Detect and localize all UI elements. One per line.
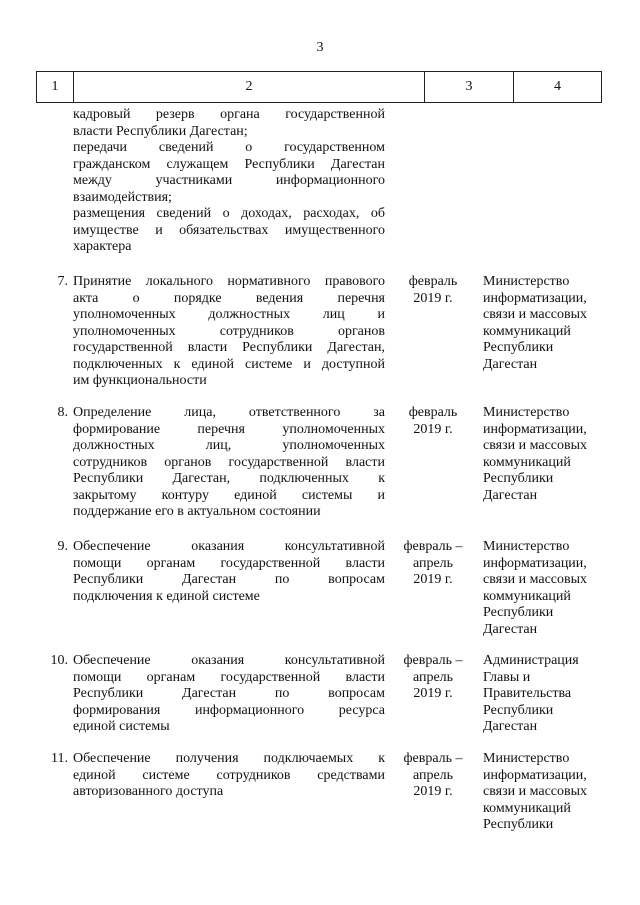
row-number: 10. — [50, 653, 68, 668]
date-line: апрель — [412, 555, 454, 571]
text-line: Республики Дагестан, подключенных к — [73, 471, 385, 486]
date-line: апрель — [412, 767, 454, 783]
executor-line: Республики — [483, 817, 554, 832]
row-date — [393, 405, 473, 438]
date-line: февраль – — [403, 539, 463, 554]
continuation-text — [73, 107, 385, 256]
executor-line: информатизации, — [483, 767, 587, 783]
text-line: должностных лиц, уполномоченных — [73, 438, 385, 453]
text-line: единой системе сотрудников средствами — [73, 767, 385, 783]
text-line: уполномоченных сотрудников органов — [73, 323, 385, 339]
text-line: Обеспечение оказания консультативной — [73, 539, 385, 554]
text-line: формирование перечня уполномоченных — [73, 421, 385, 437]
row-number: 11. — [51, 751, 68, 766]
text-line: поддержание его в актуальном состоянии — [73, 504, 321, 519]
date-line: 2019 г. — [413, 686, 453, 701]
executor-line: Дагестан — [483, 621, 538, 637]
date-line: 2019 г. — [413, 572, 453, 587]
text-line: закрытому контуру единой системы и — [73, 487, 385, 503]
executor-line: Республики — [483, 471, 554, 486]
text-line: помощи органам государственной власти — [73, 669, 385, 685]
date-line: февраль – — [403, 751, 463, 766]
text-line: формирования информационного ресурса — [73, 702, 385, 718]
header-col-2: 2 — [74, 72, 425, 102]
executor-line: информатизации, — [483, 555, 587, 571]
executor-line: Министерство — [483, 405, 570, 420]
text-line: кадровый резерв органа государственной — [73, 107, 385, 122]
executor-line: Правительства — [483, 686, 572, 701]
executor-line: коммуникаций — [483, 800, 571, 816]
executor-line: Администрация — [483, 653, 579, 668]
executor-line: Министерство — [483, 751, 570, 766]
executor-line: информатизации, — [483, 421, 587, 437]
executor-line: Республики — [483, 340, 554, 355]
text-line: Республики Дагестан по вопросам — [73, 572, 385, 587]
row-executor — [483, 751, 608, 834]
executor-line: коммуникаций — [483, 454, 571, 470]
executor-line: Министерство — [483, 274, 570, 289]
executor-line: Республики — [483, 605, 554, 620]
row-executor — [483, 274, 608, 373]
executor-line: коммуникаций — [483, 323, 571, 339]
date-line: февраль — [408, 405, 458, 420]
executor-line: связи и массовых — [483, 307, 588, 322]
text-line: единой системы — [73, 719, 170, 734]
text-line: Республики Дагестан по вопросам — [73, 686, 385, 701]
text-line: подключения к единой системе — [73, 588, 260, 604]
row-number: 8. — [57, 405, 68, 420]
text-line: государственной власти Республики Дагестан, — [73, 340, 385, 355]
text-line: между участниками информационного — [73, 173, 385, 188]
row-text — [73, 653, 385, 736]
row-date — [393, 751, 473, 801]
row-text — [73, 405, 385, 521]
text-line: подключенных к единой системе и доступной — [73, 356, 385, 372]
executor-line: связи и массовых — [483, 438, 588, 453]
table-header — [36, 71, 602, 103]
text-line: гражданском служащем Республики Дагестан — [73, 156, 385, 172]
executor-line: информатизации, — [483, 290, 587, 306]
text-line: авторизованного доступа — [73, 784, 224, 799]
row-executor — [483, 539, 608, 638]
text-line: уполномоченных должностных лиц и — [73, 307, 385, 322]
text-line: имуществе и обязательствах имущественного — [73, 222, 385, 238]
executor-line: связи и массовых — [483, 572, 588, 587]
executor-line: Главы и — [483, 669, 531, 685]
date-line: 2019 г. — [413, 421, 453, 437]
text-line: помощи органам государственной власти — [73, 555, 385, 571]
row-text — [73, 539, 385, 605]
text-line: взаимодействия; — [73, 189, 172, 205]
text-line: Обеспечение оказания консультативной — [73, 653, 385, 668]
date-line: февраль – — [403, 653, 463, 668]
executor-line: Дагестан — [483, 719, 538, 734]
row-date — [393, 653, 473, 703]
text-line: власти Республики Дагестан; — [73, 123, 248, 139]
row-date — [393, 274, 473, 307]
text-line: Определение лица, ответственного за — [73, 405, 385, 420]
header-col-4: 4 — [554, 79, 561, 94]
text-line: акта о порядке ведения перечня — [73, 290, 385, 306]
page-number: 3 — [316, 40, 324, 55]
row-executor — [483, 405, 608, 504]
row-number: 7. — [57, 274, 68, 289]
row-executor — [483, 653, 608, 736]
header-col-1: 1 — [37, 72, 74, 102]
executor-line: Дагестан — [483, 356, 538, 372]
date-line: февраль — [408, 274, 458, 289]
text-line: характера — [73, 239, 132, 254]
text-line: передачи сведений о государственном — [73, 140, 385, 155]
date-line: апрель — [412, 669, 454, 685]
date-line: 2019 г. — [413, 784, 453, 799]
header-col-3: 3 — [425, 72, 514, 102]
executor-line: Министерство — [483, 539, 570, 554]
executor-line: Дагестан — [483, 487, 538, 503]
text-line: им функциональности — [73, 373, 207, 388]
date-line: 2019 г. — [413, 290, 453, 306]
text-line: размещения сведений о доходах, расходах, об — [73, 206, 385, 221]
text-line: Принятие локального нормативного правового — [73, 274, 385, 289]
text-line: сотрудников органов государственной власти — [73, 454, 385, 470]
text-line: Обеспечение получения подключаемых к — [73, 751, 385, 766]
executor-line: связи и массовых — [483, 784, 588, 799]
row-number: 9. — [57, 539, 68, 554]
row-text — [73, 274, 385, 390]
row-date — [393, 539, 473, 589]
row-text — [73, 751, 385, 801]
executor-line: коммуникаций — [483, 588, 571, 604]
executor-line: Республики — [483, 702, 554, 718]
